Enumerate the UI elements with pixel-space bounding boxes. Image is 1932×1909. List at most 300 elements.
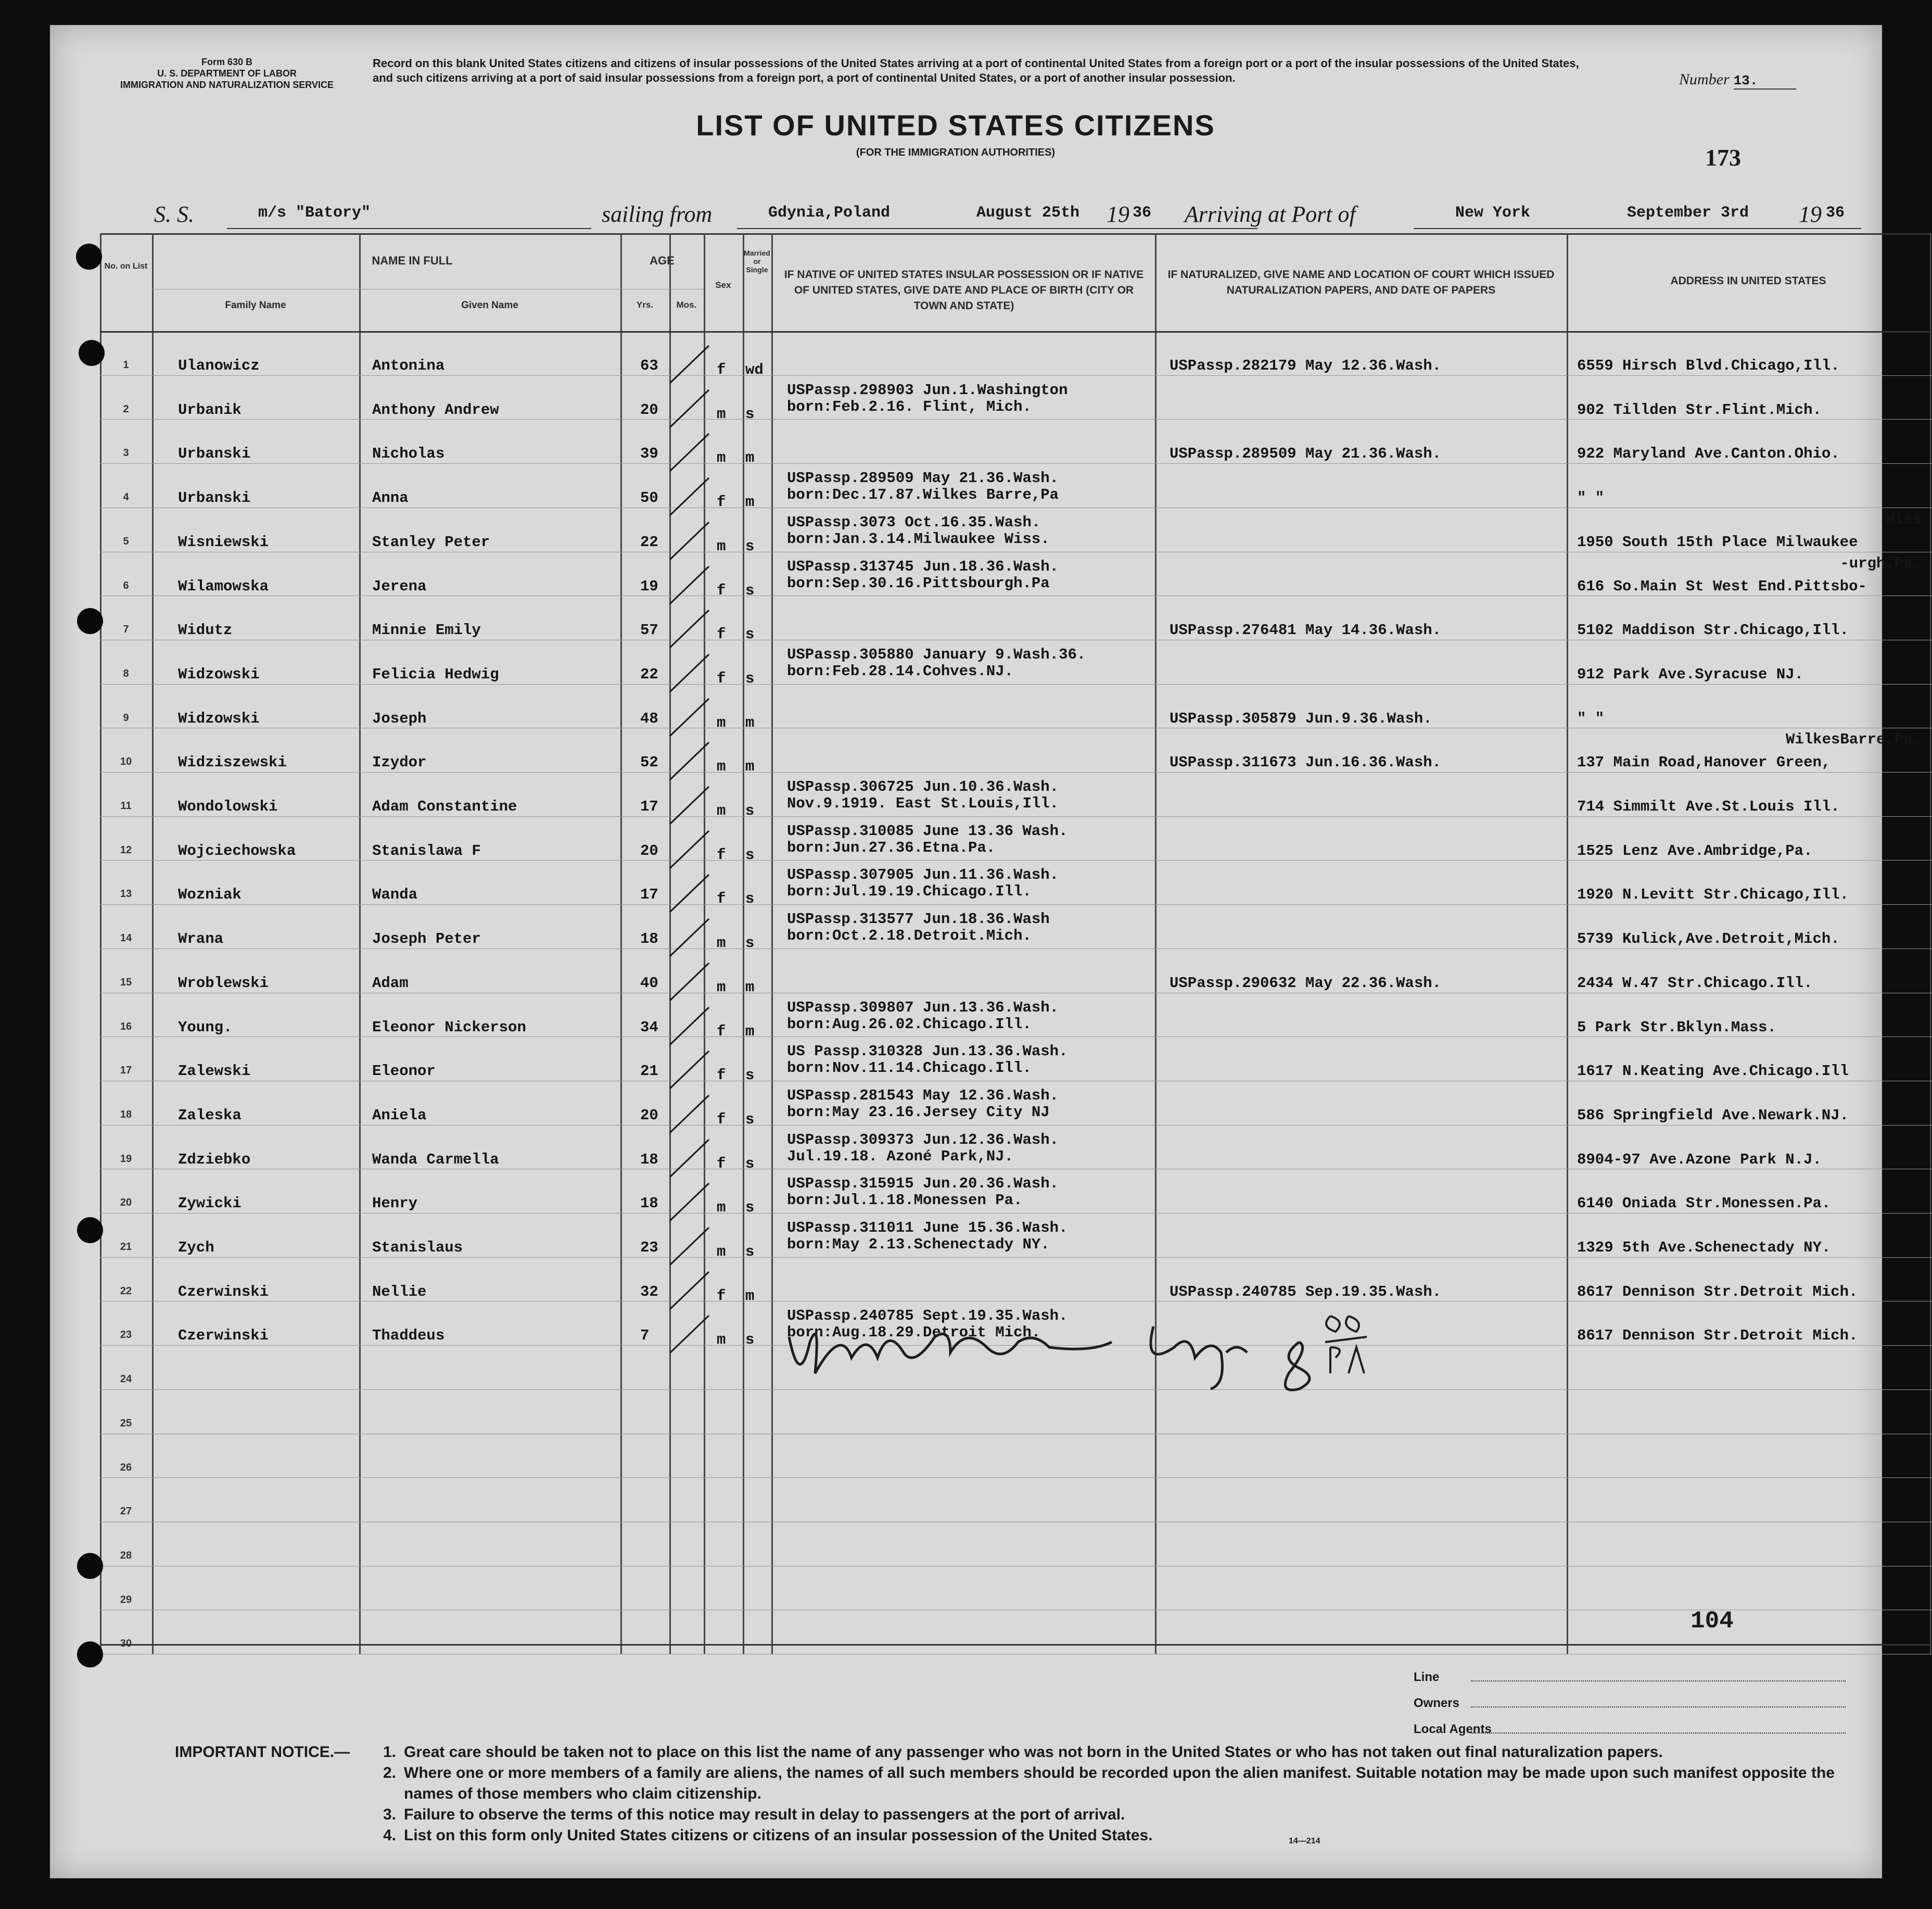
row-number: 6 (123, 579, 129, 591)
family-name: Wroblewski (178, 974, 269, 992)
arrival-year-prefix: 19 (1799, 201, 1822, 227)
family-name: Widutz (178, 622, 233, 639)
sex: m (717, 934, 726, 952)
marital-status: s (745, 1155, 755, 1172)
table-bottom-border (100, 1644, 1932, 1646)
row-rule (100, 1477, 1932, 1478)
given-name: Thaddeus (372, 1327, 445, 1345)
age-years: 20 (640, 1106, 658, 1124)
notice-lead: IMPORTANT NOTICE.— (175, 1743, 350, 1761)
age-years: 32 (640, 1283, 658, 1300)
given-name: Stanley Peter (372, 533, 490, 551)
given-name: Anna (372, 489, 409, 507)
sex: m (717, 537, 726, 555)
age-check-mark (667, 1223, 714, 1270)
age-years: 57 (640, 622, 658, 639)
header-native: IF NATIVE OF UNITED STATES INSULAR POSSESSION OR IF NATIVE OF UNITED STATES, GIVE DATE AND PLACE OF BIRTH (CITY OR TOWN AND STATE) (784, 269, 1144, 312)
col-border (1930, 233, 1931, 1654)
row-number: 29 (120, 1594, 132, 1605)
naturalization-papers: USPassp.282179 May 12.36.Wash. (1170, 357, 1442, 374)
row-number: 18 (120, 1108, 132, 1120)
given-name: Nicholas (372, 445, 445, 463)
marital-status: m (745, 714, 755, 731)
marital-status: s (745, 537, 755, 555)
age-years: 48 (640, 710, 658, 727)
list-number-value: 13. (1734, 73, 1796, 90)
punch-hole (76, 244, 102, 270)
marital-status: m (745, 978, 755, 996)
inspector-signature (779, 1295, 1403, 1399)
form-department: U. S. DEPARTMENT OF LABOR (157, 68, 297, 79)
marital-status: s (745, 934, 755, 952)
address: 1525 Lenz Ave.Ambridge,Pa. (1577, 842, 1813, 859)
address: 1617 N.Keating Ave.Chicago.Ill (1577, 1063, 1849, 1080)
age-check-mark (667, 429, 714, 476)
row-number: 11 (120, 800, 132, 812)
address: 2434 W.47 Str.Chicago.Ill. (1577, 974, 1813, 992)
list-number-label: Number (1679, 71, 1730, 88)
notice-item (383, 1825, 1872, 1846)
marital-status: s (745, 1110, 755, 1128)
marital-status: s (745, 1331, 755, 1349)
naturalization-papers: USPassp.289509 May 21.36.Wash. (1170, 445, 1442, 463)
sex: m (717, 1199, 726, 1217)
dotted-rule (1471, 1733, 1846, 1734)
form-service: IMMIGRATION AND NATURALIZATION SERVICE (120, 80, 334, 90)
sailing-year: 36 (1133, 204, 1152, 222)
col-border (743, 233, 744, 1654)
age-check-mark (667, 386, 714, 433)
form-identifier (102, 56, 352, 91)
row-rule (100, 419, 1932, 420)
ss-rule (227, 228, 591, 229)
given-name: Izydor (372, 754, 427, 772)
marital-status: s (745, 669, 755, 687)
year-prefix: 19 (1107, 201, 1129, 227)
notice-item-number: 3. (383, 1806, 397, 1823)
list-number (1679, 71, 1796, 90)
family-name: Zdziebko (178, 1151, 251, 1168)
notice-item (383, 1804, 1872, 1825)
naturalization-papers: USPassp.290632 May 22.36.Wash. (1170, 974, 1442, 992)
age-years: 21 (640, 1063, 658, 1080)
arrival-year: 36 (1826, 204, 1845, 222)
family-name: Urbanik (178, 401, 242, 419)
row-rule (100, 816, 1932, 817)
given-name: Stanislaus (372, 1239, 463, 1256)
sailing-date: August 25th (976, 204, 1080, 222)
row-number: 27 (120, 1506, 132, 1518)
age-years: 18 (640, 1151, 658, 1168)
notice-item (383, 1763, 1872, 1804)
native-passport: USPassp.305880 January 9.Wash.36. (787, 646, 1086, 663)
given-name: Eleonor (372, 1063, 436, 1080)
age-check-mark (667, 1135, 714, 1182)
row-number: 19 (120, 1153, 132, 1165)
row-rule (100, 1257, 1932, 1258)
family-name: Wozniak (178, 886, 242, 904)
age-check-mark (667, 342, 714, 388)
given-name: Antonina (372, 357, 445, 374)
sex: m (717, 714, 726, 731)
age-years: 20 (640, 401, 658, 419)
agents-owners (1414, 1696, 1492, 1722)
port-rule (1414, 228, 1861, 229)
sex: f (717, 669, 726, 687)
age-check-mark (667, 1268, 714, 1314)
marital-status: m (745, 758, 755, 776)
family-name: Urbanski (178, 445, 251, 463)
row-rule (100, 375, 1932, 376)
native-birth: born:Jul.1.18.Monessen Pa. (787, 1192, 1023, 1209)
native-passport: USPassp.310085 June 13.36 Wash. (787, 822, 1068, 840)
marital-status: s (745, 890, 755, 908)
form-code: Form 630 B (201, 57, 253, 67)
native-birth: born:Sep.30.16.Pittsbourgh.Pa (787, 574, 1050, 592)
age-check-mark (667, 870, 714, 917)
notice-item (383, 1742, 1872, 1763)
address: 8617 Dennison Str.Detroit Mich. (1577, 1327, 1858, 1345)
header-naturalized: IF NATURALIZED, GIVE NAME AND LOCATION OF COURT WHICH ISSUED NATURALIZATION PAPERS, AND DATE OF PAPERS (1167, 269, 1555, 296)
address: 5 Park Str.Bklyn.Mass. (1577, 1018, 1776, 1036)
family-name: Widzowski (178, 710, 260, 727)
marital-status: s (745, 802, 755, 819)
row-number: 21 (120, 1241, 132, 1253)
family-name: Wilamowska (178, 577, 269, 595)
marital-status: s (745, 1067, 755, 1084)
age-years: 7 (640, 1327, 650, 1345)
native-passport: USPassp.309373 Jun.12.36.Wash. (787, 1131, 1059, 1148)
naturalization-papers: USPassp.305879 Jun.9.36.Wash. (1170, 710, 1432, 727)
notice-item-number: 4. (383, 1827, 397, 1844)
age-check-mark (667, 1179, 714, 1226)
sex: f (717, 626, 726, 643)
given-name: Wanda Carmella (372, 1151, 499, 1168)
address: 8904-97 Ave.Azone Park N.J. (1577, 1151, 1822, 1168)
row-number: 24 (120, 1373, 132, 1385)
family-name: Czerwinski (178, 1327, 269, 1345)
row-number: 3 (123, 447, 129, 459)
given-name: Minnie Emily (372, 622, 481, 639)
age-years: 50 (640, 489, 658, 507)
row-number: 13 (120, 888, 132, 900)
native-birth: born:Jul.19.19.Chicago.Ill. (787, 883, 1032, 901)
native-birth: born:Aug.26.02.Chicago.Ill. (787, 1015, 1032, 1033)
age-years: 18 (640, 1195, 658, 1212)
sex: f (717, 494, 726, 511)
native-passport: USPassp.311011 June 15.36.Wash. (787, 1219, 1068, 1236)
row-rule (100, 684, 1932, 685)
agents-block (1414, 1670, 1492, 1748)
address: 1950 South 15th Place Milwaukee (1577, 533, 1858, 551)
row-number: 25 (120, 1417, 132, 1429)
age-years: 39 (640, 445, 658, 463)
dotted-rule (1471, 1706, 1846, 1708)
row-number: 14 (120, 932, 132, 944)
age-check-mark (667, 782, 714, 829)
sex: m (717, 758, 726, 776)
address-overflow: WilkesBarre,Pa. (1785, 731, 1922, 749)
marital-status: m (745, 494, 755, 511)
age-check-mark (667, 562, 714, 609)
given-name: Jerena (372, 577, 427, 595)
agents-line (1414, 1670, 1492, 1696)
family-name: Zaleska (178, 1106, 242, 1124)
port-value: New York (1455, 204, 1531, 222)
given-name: Anthony Andrew (372, 401, 499, 419)
address: 8617 Dennison Str.Detroit Mich. (1577, 1283, 1858, 1300)
row-number: 23 (120, 1329, 132, 1341)
row-number: 20 (120, 1197, 132, 1209)
sex: f (717, 846, 726, 864)
sex: f (717, 581, 726, 599)
address: 586 Springfield Ave.Newark.NJ. (1577, 1106, 1849, 1124)
address: 922 Maryland Ave.Canton.Ohio. (1577, 445, 1840, 463)
family-name: Czerwinski (178, 1283, 269, 1300)
row-number: 2 (123, 403, 129, 415)
row-number: 26 (120, 1461, 132, 1473)
native-birth: born:Aug.18.29.Detroit Mich. (787, 1324, 1041, 1342)
given-name: Eleonor Nickerson (372, 1018, 526, 1036)
sailing-rule (737, 228, 1257, 229)
family-name: Zych (178, 1239, 214, 1256)
age-check-mark (667, 1091, 714, 1138)
row-rule (100, 772, 1932, 773)
ss-label: S. S. (154, 201, 194, 227)
family-name: Wrana (178, 930, 224, 948)
given-name: Adam (372, 974, 409, 992)
row-number: 5 (123, 535, 129, 547)
header-bottom-border (100, 331, 1932, 333)
age-check-mark (667, 1311, 714, 1358)
manifest-document (50, 25, 1922, 1878)
row-number: 7 (123, 624, 129, 636)
address: " " (1577, 710, 1605, 727)
notice-item-number: 1. (383, 1743, 397, 1761)
col-border (152, 233, 154, 1654)
given-name: Wanda (372, 886, 418, 904)
sex: m (717, 1243, 726, 1260)
header-married: Married or Single (744, 249, 770, 274)
naturalization-papers: USPassp.311673 Jun.16.36.Wash. (1170, 754, 1442, 772)
page-subtitle: (FOR THE IMMIGRATION AUTHORITIES) (856, 147, 1056, 158)
form-code-bottom: 14—214 (1289, 1837, 1320, 1845)
native-passport: USPassp.240785 Sept.19.35.Wash. (787, 1307, 1068, 1325)
row-rule (100, 463, 1932, 464)
native-passport: USPassp.306725 Jun.10.36.Wash. (787, 778, 1059, 795)
ss-value: m/s "Batory" (258, 204, 371, 222)
notice-item-number: 2. (383, 1764, 397, 1781)
native-passport: USPassp.313745 Jun.18.36.Wash. (787, 558, 1059, 575)
given-name: Aniela (372, 1106, 427, 1124)
native-passport: USPassp.3073 Oct.16.35.Wash. (787, 513, 1041, 531)
native-birth: Jul.19.18. Azoné Park,NJ. (787, 1147, 1014, 1165)
header-mos: Mos. (676, 300, 697, 310)
naturalization-papers: USPassp.276481 May 14.36.Wash. (1170, 622, 1442, 639)
age-years: 63 (640, 357, 658, 374)
col-border (1567, 233, 1568, 1654)
row-number: 17 (120, 1065, 132, 1077)
marital-status: wd (745, 361, 764, 378)
marital-status: m (745, 1287, 755, 1305)
native-passport: USPassp.315915 Jun.20.36.Wash. (787, 1175, 1059, 1193)
native-birth: born:May 2.13.Schenectady NY. (787, 1236, 1050, 1253)
sailing-label: sailing from (602, 201, 713, 227)
address: 5102 Maddison Str.Chicago,Ill. (1577, 622, 1849, 639)
address: 6559 Hirsch Blvd.Chicago,Ill. (1577, 357, 1840, 374)
age-check-mark (667, 606, 714, 653)
col-border (620, 233, 622, 1654)
address: " " (1577, 489, 1605, 507)
sex: f (717, 890, 726, 908)
age-years: 20 (640, 842, 658, 859)
age-years: 17 (640, 798, 658, 815)
ship-line (154, 197, 1872, 233)
age-check-mark (667, 738, 714, 785)
sex: m (717, 405, 726, 423)
sex: f (717, 1155, 726, 1172)
native-passport: USPassp.309807 Jun.13.36.Wash. (787, 998, 1059, 1016)
row-number: 22 (120, 1285, 132, 1297)
notice-item-text: Failure to observe the terms of this notice may result in delay to passengers at the port of arrival. (404, 1806, 1125, 1823)
native-passport: USPassp.307905 Jun.11.36.Wash. (787, 866, 1059, 884)
header-address: ADDRESS IN UNITED STATES (1670, 275, 1826, 287)
address: 5739 Kulick,Ave.Detroit,Mich. (1577, 930, 1840, 948)
age-check-mark (667, 650, 714, 697)
row-number: 15 (120, 976, 132, 988)
age-check-mark (667, 694, 714, 741)
dotted-rule (1471, 1680, 1846, 1682)
address: 902 Tillden Str.Flint.Mich. (1577, 401, 1822, 419)
native-passport: USPassp.281543 May 12.36.Wash. (787, 1086, 1059, 1104)
age-years: 52 (640, 754, 658, 772)
age-years: 23 (640, 1239, 658, 1256)
family-name: Ulanowicz (178, 357, 260, 374)
col-border (359, 233, 361, 1654)
given-name: Stanislawa F (372, 842, 481, 859)
age-check-mark (667, 518, 714, 565)
address: 1920 N.Levitt Str.Chicago,Ill. (1577, 886, 1849, 904)
header-no: No. on List (104, 262, 148, 271)
notice-item-text: Where one or more members of a family are aliens, the names of all such members should be recorded upon the alien manifest. Suitable notation may be made upon such manifest opposite the names of those members who claim citizenship. (404, 1764, 1835, 1802)
punch-hole (77, 1217, 103, 1243)
family-name: Young. (178, 1018, 233, 1036)
native-birth: born:Jan.3.14.Milwaukee Wiss. (787, 530, 1050, 548)
age-years: 19 (640, 577, 658, 595)
notice-items (383, 1742, 1872, 1846)
given-name: Joseph Peter (372, 930, 481, 948)
family-name: Zalewski (178, 1063, 251, 1080)
address: 912 Park Ave.Syracuse NJ. (1577, 665, 1804, 683)
col-border (100, 233, 101, 1654)
native-passport: US Passp.310328 Jun.13.36.Wash. (787, 1043, 1068, 1060)
sex: m (717, 1331, 726, 1349)
family-name: Wisniewski (178, 533, 269, 551)
native-birth: born:May 23.16.Jersey City NJ (787, 1103, 1050, 1121)
page-title: LIST OF UNITED STATES CITIZENS (696, 109, 1215, 142)
marital-status: s (745, 581, 755, 599)
family-name: Widzowski (178, 665, 260, 683)
family-name: Wojciechowska (178, 842, 296, 859)
given-name: Henry (372, 1195, 418, 1212)
row-number: 16 (120, 1020, 132, 1032)
sex: f (717, 1287, 726, 1305)
age-years: 17 (640, 886, 658, 904)
sex: f (717, 361, 726, 378)
address-overflow: Wiss (1885, 510, 1922, 528)
row-number: 4 (123, 491, 129, 503)
arriving-label: Arriving at Port of (1185, 201, 1356, 227)
row-rule (100, 1036, 1932, 1037)
age-check-mark (667, 827, 714, 874)
age-check-mark (667, 915, 714, 962)
table-top-border (100, 233, 1932, 235)
sex: m (717, 802, 726, 819)
marital-status: s (745, 626, 755, 643)
header-yrs: Yrs. (636, 300, 654, 310)
page-number: 173 (1705, 144, 1741, 171)
sex: f (717, 1110, 726, 1128)
family-name: Urbanski (178, 489, 251, 507)
punch-hole (77, 608, 103, 634)
row-number: 12 (120, 844, 132, 856)
age-check-mark (667, 1003, 714, 1050)
family-name: Zywicki (178, 1195, 242, 1212)
age-check-mark (667, 1047, 714, 1094)
extra-number: 104 (1690, 1608, 1734, 1635)
row-rule (100, 1125, 1932, 1126)
address: 714 Simmilt Ave.St.Louis Ill. (1577, 798, 1840, 815)
sex: m (717, 449, 726, 467)
row-rule (100, 904, 1932, 905)
row-rule (100, 860, 1932, 861)
given-name: Joseph (372, 710, 427, 727)
native-birth: born:Dec.17.87.Wilkes Barre,Pa (787, 486, 1059, 504)
address: 6140 Oniada Str.Monessen.Pa. (1577, 1195, 1831, 1212)
marital-status: s (745, 1199, 755, 1217)
col-border (1155, 233, 1156, 1654)
native-passport: USPassp.289509 May 21.36.Wash. (787, 470, 1059, 487)
native-birth: born:Nov.11.14.Chicago.Ill. (787, 1059, 1032, 1077)
owners-label: Owners (1414, 1696, 1460, 1710)
age-years: 34 (640, 1018, 658, 1036)
given-name: Nellie (372, 1283, 427, 1300)
marital-status: m (745, 449, 755, 467)
native-birth: born:Feb.2.16. Flint, Mich. (787, 398, 1032, 415)
marital-status: s (745, 1243, 755, 1260)
row-number: 28 (120, 1549, 132, 1561)
row-number: 1 (123, 359, 129, 371)
age-years: 22 (640, 665, 658, 683)
row-number: 30 (120, 1638, 132, 1650)
header-sex: Sex (715, 280, 731, 290)
header-given-name: Given Name (461, 300, 518, 311)
local-agents-label: Local Agents (1414, 1722, 1492, 1736)
arrival-date: September 3rd (1627, 204, 1749, 222)
notice-item-text: List on this form only United States citizens or citizens of an insular possession of the United States. (404, 1827, 1153, 1844)
marital-status: s (745, 846, 755, 864)
punch-hole (79, 340, 105, 366)
row-number: 10 (120, 756, 132, 768)
col-border (771, 233, 773, 1654)
address: 616 So.Main St West End.Pittsbo- (1577, 577, 1867, 595)
marital-status: s (745, 405, 755, 423)
line-label: Line (1414, 1670, 1440, 1684)
native-passport: USPassp.298903 Jun.1.Washington (787, 381, 1068, 399)
address: 137 Main Road,Hanover Green, (1577, 754, 1831, 772)
address-overflow: -urgh.Pa. (1840, 554, 1922, 572)
age-years: 22 (640, 533, 658, 551)
